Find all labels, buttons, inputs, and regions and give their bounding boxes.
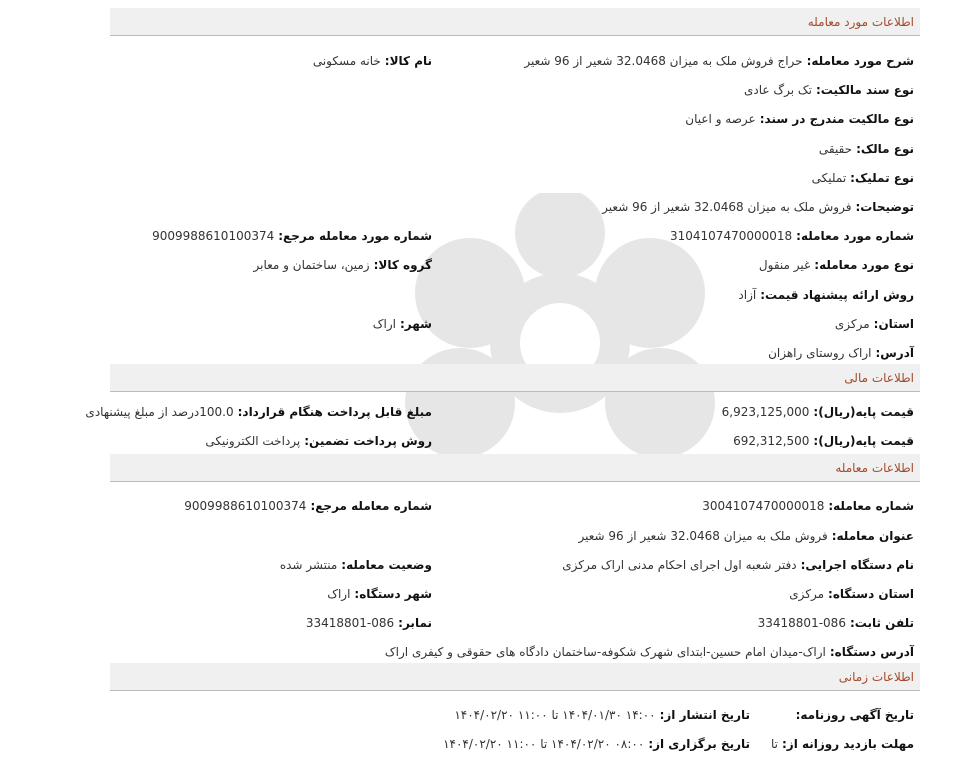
ownership-type-value: عرصه و اعیان <box>685 112 756 126</box>
deed-type-value: تک برگ عادی <box>743 83 812 97</box>
publish-date-value: ۱۴:۰۰ ۱۴۰۴/۰۱/۳۰ تا ۱۱:۰۰ ۱۴۰۴/۰۲/۲۰ <box>454 708 656 722</box>
fax-value: 086-33418801 <box>305 616 395 630</box>
description-label: شرح مورد معامله: <box>806 54 914 68</box>
transfer-type-label: نوع تملیک: <box>850 171 914 185</box>
tx-title-label: عنوان معامله: <box>831 529 914 543</box>
row-base-price <box>85 402 920 422</box>
row-transfer-type <box>110 168 920 188</box>
address-value: اراک روستای راهزان <box>768 346 872 360</box>
row-notes <box>110 197 920 217</box>
tx-ref-number-value: 9009988610100374 <box>184 499 307 513</box>
base-price-value: 6,923,125,000 <box>721 405 810 419</box>
section-header-transaction: اطلاعات معامله <box>110 454 920 482</box>
agency-province-value: مرکزی <box>789 587 825 601</box>
section-header-deal-info: اطلاعات مورد معامله <box>110 8 920 36</box>
item-group-value: زمین، ساختمان و معابر <box>253 258 370 272</box>
row-deal-number <box>110 226 920 246</box>
contract-payment-label: مبلغ قابل پرداخت هنگام قرارداد: <box>237 405 432 419</box>
guarantee-method-label: روش پرداخت تضمین: <box>304 434 432 448</box>
section-header-timing: اطلاعات زمانی <box>110 663 920 691</box>
tx-title-value: فروش ملک به میزان 32.0468 شعیر از 96 شعیر <box>578 529 828 543</box>
base-price-label: قیمت پایه(ریال): <box>813 405 914 419</box>
auction-date-label: تاریخ برگزاری از: <box>648 737 750 751</box>
section-header-financial: اطلاعات مالی <box>110 364 920 392</box>
transfer-type-value: تملیکی <box>811 171 847 185</box>
guarantee-price-value: 692,312,500 <box>733 434 810 448</box>
phone-label: تلفن ثابت: <box>849 616 914 630</box>
row-ownership-type <box>110 109 920 129</box>
row-description <box>110 51 920 71</box>
row-owner-type <box>110 139 920 159</box>
agency-city-label: شهر دستگاه: <box>354 587 432 601</box>
guarantee-price-label: قیمت پایه(ریال): <box>813 434 914 448</box>
owner-type-label: نوع مالک: <box>856 142 914 156</box>
deal-number-label: شماره مورد معامله: <box>796 229 914 243</box>
tx-number-label: شماره معامله: <box>828 499 914 513</box>
ownership-type-label: نوع مالکیت مندرج در سند: <box>759 112 914 126</box>
deal-ref-number-value: 9009988610100374 <box>152 229 275 243</box>
agency-label: نام دستگاه اجرایی: <box>800 558 914 572</box>
deal-number-value: 3104107470000018 <box>670 229 793 243</box>
row-phone <box>110 613 920 633</box>
address-label: آدرس: <box>875 346 914 360</box>
row-guarantee <box>110 431 920 451</box>
deal-details-page <box>85 8 920 771</box>
contract-payment-value: 100.0درصد از مبلغ پیشنهادی <box>85 405 234 419</box>
row-address <box>110 343 920 363</box>
tx-ref-number-label: شماره معامله مرجع: <box>310 499 432 513</box>
deed-type-label: نوع سند مالکیت: <box>815 83 914 97</box>
row-agency-address <box>110 642 920 662</box>
notes-value: فروش ملک به میزان 32.0468 شعیر از 96 شعیر <box>602 200 852 214</box>
owner-type-value: حقیقی <box>818 142 853 156</box>
visit-deadline-value: تا <box>771 737 778 751</box>
visit-deadline-label: مهلت بازدید روزانه از: <box>782 737 914 751</box>
item-name-label: نام کالا: <box>384 54 432 68</box>
row-publish <box>110 705 920 725</box>
auction-date-value: ۰۸:۰۰ ۱۴۰۴/۰۲/۲۰ تا ۱۱:۰۰ ۱۴۰۴/۰۲/۲۰ <box>443 737 645 751</box>
notes-label: توضیحات: <box>855 200 914 214</box>
row-auction <box>110 734 920 754</box>
bid-method-label: روش ارائه پیشنهاد قیمت: <box>760 288 914 302</box>
fax-label: نمابر: <box>398 616 432 630</box>
agency-address-value: اراک-میدان امام حسین-ابتدای شهرک شکوفه-ساختمان دادگاه های حقوقی و کیفری اراک <box>384 645 826 659</box>
city-label: شهر: <box>400 317 432 331</box>
tx-number-value: 3004107470000018 <box>702 499 825 513</box>
row-bid-method <box>110 285 920 305</box>
publish-date-label: تاریخ انتشار از: <box>659 708 750 722</box>
province-label: استان: <box>873 317 914 331</box>
deal-ref-number-label: شماره مورد معامله مرجع: <box>278 229 432 243</box>
row-tx-title <box>110 526 920 546</box>
status-value: منتشر شده <box>279 558 338 572</box>
row-agency-province <box>110 584 920 604</box>
guarantee-method-value: پرداخت الکترونیکی <box>205 434 301 448</box>
description-value: حراج فروش ملک به میزان 32.0468 شعیر از 96 شعیر <box>524 54 803 68</box>
city-value: اراک <box>372 317 396 331</box>
agency-city-value: اراک <box>327 587 351 601</box>
agency-province-label: استان دستگاه: <box>828 587 914 601</box>
row-tx-number <box>110 496 920 516</box>
province-value: مرکزی <box>834 317 870 331</box>
deal-kind-value: غیر منقول <box>758 258 811 272</box>
newspaper-date-label: تاریخ آگهی روزنامه: <box>795 708 914 722</box>
row-agency <box>110 555 920 575</box>
agency-value: دفتر شعبه اول اجرای احکام مدنی اراک مرکزی <box>562 558 797 572</box>
phone-value: 086-33418801 <box>757 616 846 630</box>
item-name-value: خانه مسکونی <box>312 54 381 68</box>
agency-address-label: آدرس دستگاه: <box>829 645 914 659</box>
row-province <box>110 314 920 334</box>
row-deal-kind <box>110 255 920 275</box>
bid-method-value: آزاد <box>738 288 757 302</box>
status-label: وضعیت معامله: <box>341 558 432 572</box>
row-deed-type <box>110 80 920 100</box>
deal-kind-label: نوع مورد معامله: <box>814 258 914 272</box>
item-group-label: گروه کالا: <box>373 258 432 272</box>
